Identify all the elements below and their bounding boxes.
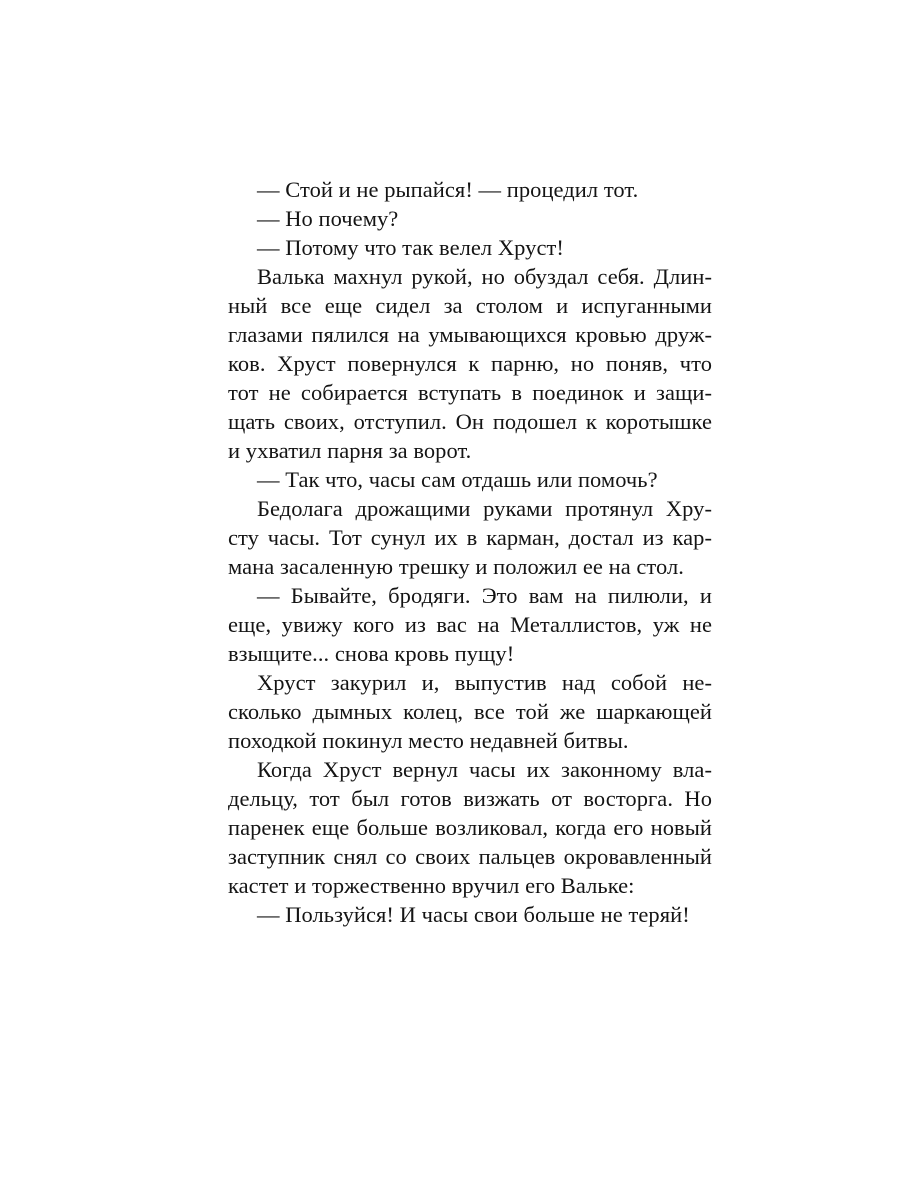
dialogue-paragraph <box>228 581 712 668</box>
text-line: тот не собирается вступать в поединок и защи- <box>228 380 712 405</box>
text-line: Бедолага дрожащими руками протянул Хру- <box>257 496 712 521</box>
text-line: — Так что, часы сам отдашь или помочь? <box>257 467 658 492</box>
text-line: ный все еще сидел за столом и испуганными <box>228 293 712 318</box>
text-line: — Потому что так велел Хруст! <box>257 235 564 260</box>
paragraph <box>228 494 712 581</box>
text-line: заступник снял со своих пальцев окровавленный <box>228 844 712 869</box>
text-line: дельцу, тот был готов визжать от восторга. Но <box>228 786 712 811</box>
text-line: Хруст закурил и, выпустив над собой не- <box>257 670 712 695</box>
text-line: глазами пялился на умывающихся кровью друж- <box>228 322 712 347</box>
dialogue-line <box>228 233 712 262</box>
text-line: Валька махнул рукой, но обуздал себя. Длин- <box>257 264 712 289</box>
text-line: щать своих, отступил. Он подошел к коротышке <box>228 409 712 434</box>
text-line: — Стой и не рыпайся! — процедил тот. <box>257 177 639 202</box>
text-line: сту часы. Тот сунул их в карман, достал из кар- <box>228 525 712 550</box>
text-line: — Но почему? <box>257 206 399 231</box>
dialogue-line <box>228 465 712 494</box>
paragraph <box>228 668 712 755</box>
text-line: паренек еще больше возликовал, когда его новый <box>228 815 712 840</box>
text-line: еще, увижу кого из вас на Металлистов, уж не <box>228 612 712 637</box>
text-line: сколько дымных колец, все той же шаркающей <box>228 699 712 724</box>
dialogue-line <box>228 900 712 929</box>
text-line: кастет и торжественно вручил его Вальке: <box>228 873 635 898</box>
text-line: — Бывайте, бродяги. Это вам на пилюли, и <box>257 583 712 608</box>
dialogue-line <box>228 204 712 233</box>
text-line: взыщите... снова кровь пущу! <box>228 641 515 666</box>
page-text <box>228 175 712 929</box>
text-line: и ухватил парня за ворот. <box>228 438 472 463</box>
text-line: Когда Хруст вернул часы их законному вла- <box>257 757 712 782</box>
dialogue-line <box>228 175 712 204</box>
text-line: — Пользуйся! И часы свои больше не теряй! <box>257 902 690 927</box>
paragraph <box>228 262 712 465</box>
paragraph <box>228 755 712 900</box>
text-line: ков. Хруст повернулся к парню, но поняв, что <box>228 351 712 376</box>
text-line: походкой покинул место недавней битвы. <box>228 728 629 753</box>
text-line: мана засаленную трешку и положил ее на стол. <box>228 554 684 579</box>
